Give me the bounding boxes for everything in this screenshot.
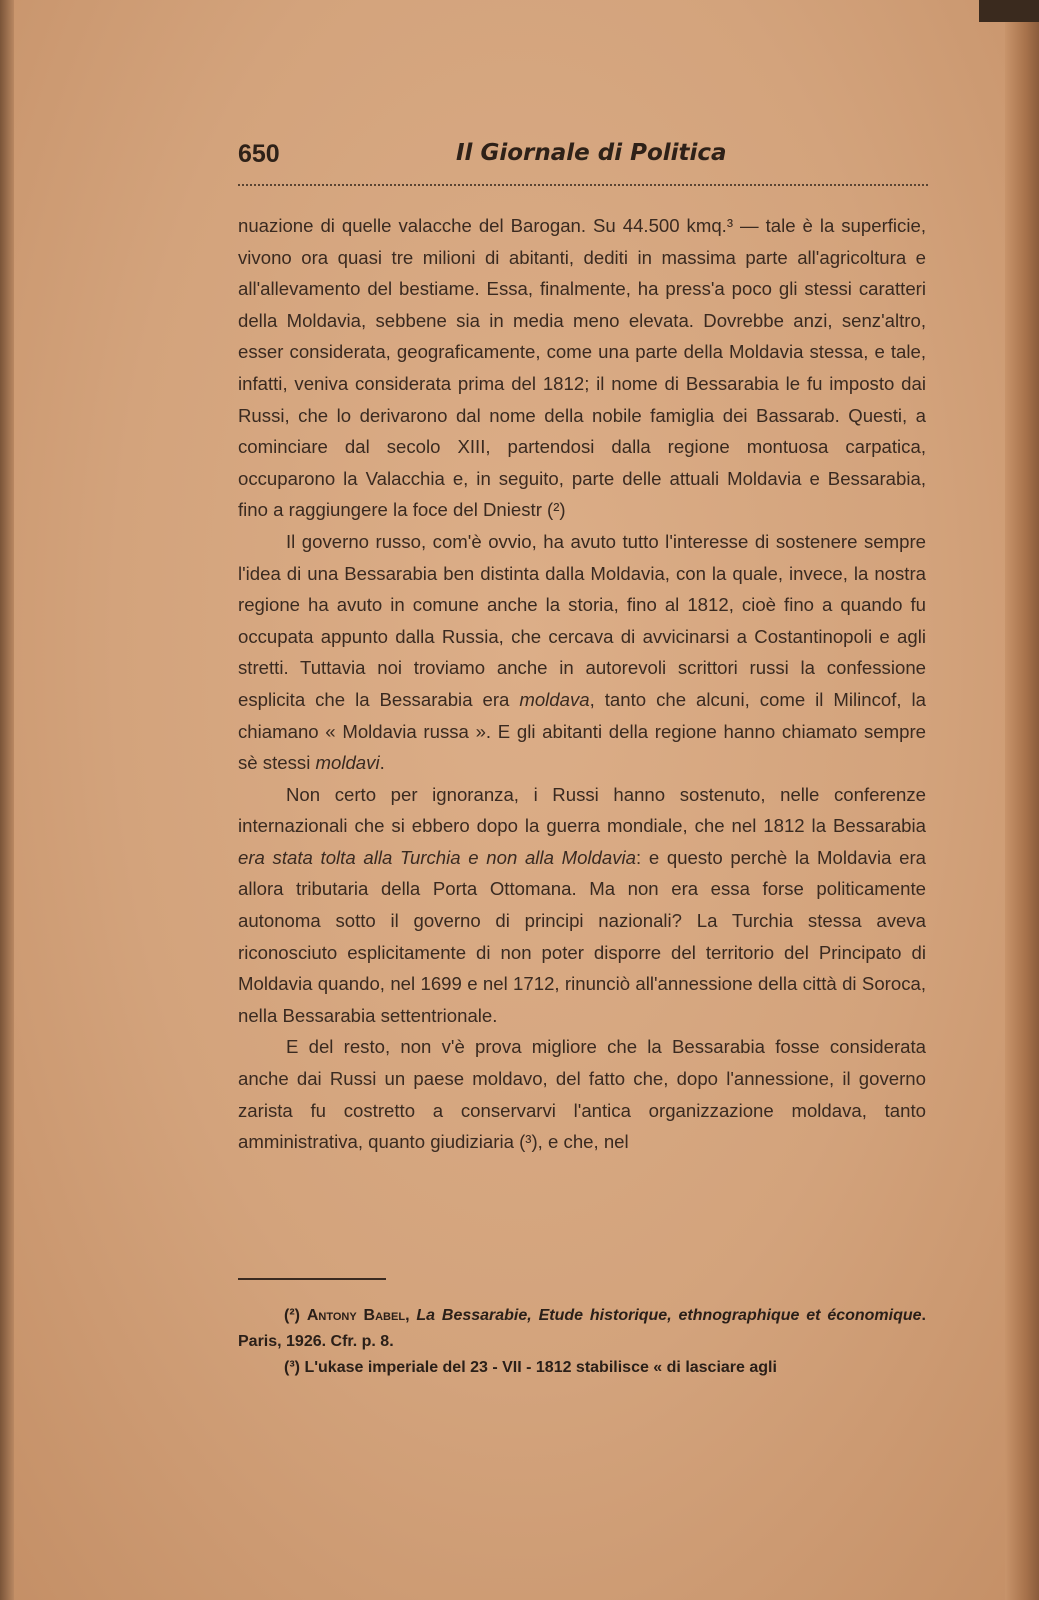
footnote-2: (²) Antony Babel, La Bessarabie, Etude historique, ethnographique et économique. Paris, 1926. Cfr. p. 8. bbox=[238, 1307, 926, 1350]
footnotes bbox=[238, 1303, 926, 1381]
page-number: 650 bbox=[238, 140, 280, 168]
running-title: Il Giornale di Politica bbox=[456, 140, 727, 166]
page-right-edge bbox=[1005, 0, 1039, 1600]
paragraph-2-italic-2: moldavi bbox=[315, 752, 380, 774]
footnote-divider bbox=[238, 1278, 386, 1280]
paragraph-3 bbox=[238, 779, 926, 1032]
footnote-2-author: Antony Babel bbox=[306, 1307, 406, 1324]
footnote-2-title: La Bessarabie, Etude historique, ethnographique et économique bbox=[416, 1307, 922, 1324]
paragraph-4: E del resto, non v'è prova migliore che la Bessarabia fosse considerata anche dai Russi un paese moldavo, del fatto che, dopo l'annessione, il governo zarista fu costretto a conservarvi l'antica organizzazione moldava, tanto amministrativa, quanto giudiziaria (³), e che, nel bbox=[238, 1036, 926, 1153]
footnote-3-text: L'ukase imperiale del 23 - VII - 1812 stabilisce « di lasciare agli bbox=[304, 1359, 777, 1376]
body-text bbox=[238, 210, 926, 1158]
paragraph-3-italic: era stata tolta alla Turchia e non alla Moldavia bbox=[238, 846, 636, 868]
paragraph-3-text-b: : e questo perchè la Moldavia era allora tributaria della Porta Ottomana. Ma non era essa forse politicamente autonoma sotto il governo di principi nazionali? La Turchia stessa aveva riconosciuto esplicitamente di non poter disporre del territorio del Principato di Moldavia quando, nel 1699 e nel 1712, rinunciò all'annessione della città di Soroca, nella Bessarabia settentrionale. bbox=[238, 846, 926, 1026]
paragraph-2-text-b: , tanto che alcuni, come il Milincof, la chiamano « Moldavia russa ». E gli abitanti della regione hanno chiamato sempre sè stessi bbox=[238, 688, 926, 774]
paragraph-2-text-a: Il governo russo, com'è ovvio, ha avuto tutto l'interesse di sostenere sempre l'idea di una Bessarabia ben distinta dalla Moldavia, con la quale, invece, la nostra regione ha avuto in comune anche la storia, fino al 1812, cioè fino a quando fu occupata appunto dalla Russia, che cercava di avvicinarsi a Costantinopoli e agli stretti. Tuttavia noi troviamo anche in autorevoli scrittori russi la confessione esplicita che la Bessarabia era bbox=[238, 530, 926, 710]
page-top-corner-shadow bbox=[979, 0, 1039, 22]
footnote-3 bbox=[238, 1355, 926, 1381]
paragraph-2 bbox=[238, 526, 926, 779]
footnote-2-rest: . Paris, 1926. Cfr. p. 8. bbox=[238, 1307, 926, 1350]
page-left-edge bbox=[0, 0, 14, 1600]
paragraph-2-text-c: . bbox=[379, 752, 385, 774]
footnote-2-mark: (²) bbox=[284, 1307, 300, 1324]
paragraph-2-italic-1: moldava bbox=[519, 688, 590, 710]
footnote-3-mark: (³) bbox=[284, 1359, 300, 1376]
page-header bbox=[238, 140, 928, 176]
paragraph-3-text-a: Non certo per ignoranza, i Russi hanno sostenuto, nelle conferenze internazionali che si ebbero dopo la guerra mondiale, che nel 1812 la Bessarabia bbox=[238, 783, 926, 837]
header-divider bbox=[238, 184, 928, 186]
paragraph-1: nuazione di quelle valacche del Barogan. Su 44.500 kmq.³ — tale è la superficie, vivono ora quasi tre milioni di abitanti, dediti in massima parte all'agricoltura e all'allevamento del bestiame. Essa, finalmente, ha press'a poco gli stessi caratteri della Moldavia, sebbene sia in media meno elevata. Dovrebbe anzi, senz'altro, esser considerata, geograficamente, come una parte della Moldavia stessa, e tale, infatti, veniva considerata prima del 1812; il nome di Bessarabia le fu imposto dai Russi, che lo derivarono dal nome della nobile famiglia dei Bassarab. Questi, a cominciare dal secolo XIII, partendosi dalla regione montuosa carpatica, occuparono la Valacchia e, in seguito, parte delle attuali Moldavia e Bessarabia, fino a raggiungere la foce del Dniestr (²) bbox=[238, 215, 926, 521]
